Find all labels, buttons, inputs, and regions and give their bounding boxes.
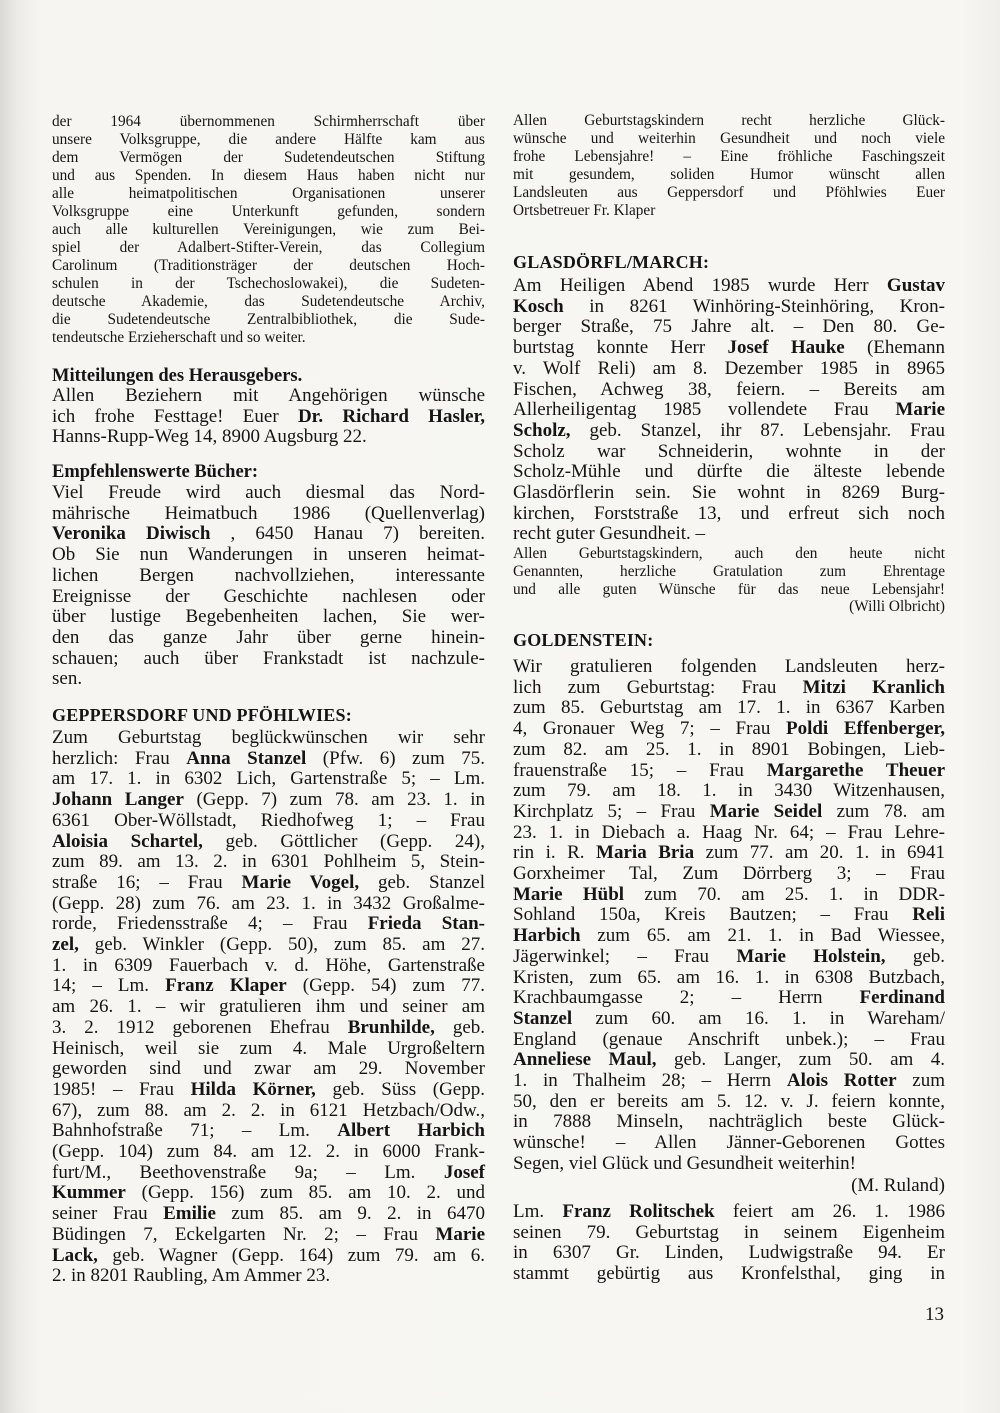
name-highlight: Poldi Effenberger, (785, 718, 945, 740)
text-segment: Allerheiligentag 1985 vollendete Frau (513, 399, 896, 421)
text-segment: Allen Geburtstagskindern, auch den heute nicht (513, 545, 945, 562)
text-line (52, 628, 485, 649)
text-segment: furt/M., Beethovenstraße 9a; – Lm. (52, 1161, 444, 1183)
text-line (513, 719, 945, 740)
text-line (513, 1133, 945, 1154)
text-segment: (Gepp. 104) zum 84. am 12. 2. in 6000 Frank- (52, 1141, 485, 1163)
text-segment: zum 85. Geburtstag am 17. 1. in 6367 Karben (513, 697, 945, 719)
text-line (52, 427, 485, 448)
text-segment: über lustige Begebenheiten lachen, Sie wer- (52, 606, 485, 628)
text-line (52, 832, 485, 853)
text-segment: Carolinum (Traditionsträger der deutschen Hoch- (52, 257, 485, 274)
name-highlight: Josef (443, 1161, 485, 1183)
text-segment: Viel Freude wird auch diesmal das Nord- (52, 482, 485, 503)
name-highlight: Anneliese Maul, (513, 1049, 657, 1071)
text-segment: frohe Lebensjahre! – Eine fröhliche Faschingszeit (513, 148, 945, 165)
text-segment: spiel der Adalbert-Stifter-Verein, das Collegium (52, 239, 485, 256)
text-segment: geb. Wagner (Gepp. 164) zum 79. am 6. (97, 1244, 485, 1266)
text-line (52, 1246, 485, 1267)
text-segment: Kirchplatz 5; – Frau (513, 800, 710, 822)
text-line (513, 276, 945, 297)
text-segment: Gorxheimer Tal, Zum Dörrberg 3; – Frau (513, 863, 945, 885)
text-segment: 1. in Thalheim 28; – Herrn (513, 1070, 787, 1092)
text-line (52, 1121, 485, 1142)
name-highlight: Hilda Körner, (190, 1078, 316, 1100)
text-line (513, 130, 945, 148)
text-line (52, 407, 485, 428)
text-line (52, 149, 485, 167)
name-highlight: Marie Hübl (513, 883, 625, 905)
text-segment: (Pfw. 6) zum 75. (306, 747, 486, 769)
name-highlight: Albert Harbich (337, 1120, 485, 1142)
text-line (513, 1030, 945, 1051)
text-line (513, 885, 945, 906)
text-line (513, 905, 945, 926)
text-segment: stammt gebürtig aus Kronfelsthal, ging in (513, 1263, 945, 1285)
text-line (52, 790, 485, 811)
text-segment: in 8261 Winhöring-Steinhöring, Kron- (563, 295, 945, 317)
text-segment: Hanns-Rupp-Weg 14, 8900 Augsburg 22. (52, 426, 367, 448)
text-line (52, 311, 485, 329)
text-line (513, 442, 945, 463)
name-highlight: Gustav (886, 275, 945, 296)
text-segment: und alle guten Wünsche für das neue Lebensjahr! (513, 581, 945, 598)
text-segment: und aus Spenden. In diesem Haus haben nicht nur (52, 167, 485, 184)
name-highlight: Franz Klaper (165, 975, 287, 997)
name-highlight: Franz Rolitschek (562, 1201, 715, 1222)
signature-willi-olbricht: (Willi Olbricht) (849, 598, 945, 615)
name-highlight: Marie Vogel, (241, 871, 360, 893)
text-line (513, 988, 945, 1009)
text-segment: 67), zum 88. am 2. 2. in 6121 Hetzbach/Odw., (52, 1099, 485, 1121)
text-segment: wünsche! – Allen Jänner-Geborenen Gottes (513, 1132, 945, 1154)
text-segment: frauenstraße 15; – Frau (513, 759, 767, 781)
text-segment: Bahnhofstraße 71; – Lm. (52, 1120, 338, 1142)
text-segment: kirchen, Forststraße 13, und erfreut sich noch (513, 502, 945, 524)
text-line (52, 293, 485, 311)
text-line (52, 728, 485, 749)
text-segment: recht guter Gesundheit. – (513, 523, 706, 545)
text-segment: Am Heiligen Abend 1985 wurde Herr (513, 275, 887, 296)
text-line (52, 997, 485, 1018)
text-line (513, 581, 945, 599)
text-line (513, 740, 945, 761)
text-line (52, 545, 485, 566)
name-highlight: Alois Rotter (786, 1070, 897, 1092)
text-line (513, 563, 945, 581)
text-line (52, 257, 485, 275)
geppersdorf-closing-paragraph (513, 112, 945, 220)
text-segment: mährische Heimatbuch 1986 (Quellenverlag) (52, 502, 485, 524)
section-heading-glasdoerfl: GLASDÖRFL/MARCH: (513, 252, 710, 272)
name-highlight: Reli (912, 904, 945, 926)
text-line (513, 545, 945, 563)
name-highlight: Veronika Diwisch (52, 523, 211, 545)
text-segment: (Gepp. 7) zum 78. am 23. 1. in (183, 789, 485, 811)
text-line (513, 1243, 945, 1264)
text-segment: Büdingen 7, Eckelgarten Nr. 2; – Frau (52, 1223, 436, 1245)
text-segment: die Sudetendeutsche Zentralbibliothek, die Sude- (52, 311, 485, 328)
text-segment: ich frohe Festtage! Euer (52, 405, 298, 427)
text-line (513, 968, 945, 989)
name-highlight: Kummer (52, 1182, 126, 1204)
text-segment: Scholz-Mühle und dürfte die älteste lebende (513, 461, 945, 483)
text-segment: Volksgruppe eine Unterkunft gefunden, sondern (52, 203, 485, 220)
text-line (513, 483, 945, 504)
mitteilungen-paragraph (52, 386, 485, 448)
text-line (513, 297, 945, 318)
text-segment: 23. 1. in Diebach a. Haag Nr. 64; – Frau Lehre- (513, 821, 945, 843)
text-segment: Wir gratulieren folgenden Landsleuten herz- (513, 656, 945, 677)
goldenstein-paragraph (513, 657, 945, 1175)
section-heading-goldenstein: GOLDENSTEIN: (513, 630, 654, 650)
name-highlight: Marie Seidel (709, 800, 823, 822)
text-segment: schauen; auch über Frankstadt ist nachzule- (52, 647, 485, 669)
text-segment: zum 85. am 9. 2. in 6470 (215, 1203, 486, 1225)
text-line (513, 380, 945, 401)
text-line (513, 148, 945, 166)
text-segment: geb. Süss (Gepp. (315, 1078, 485, 1100)
text-line (513, 524, 945, 545)
text-line (52, 769, 485, 790)
text-line (513, 823, 945, 844)
text-line (52, 1183, 485, 1204)
text-segment: Genannten, herzliche Gratulation zum Ehrentage (513, 563, 945, 580)
name-highlight: Mitzi Kranlich (802, 676, 945, 698)
text-segment: den das ganze Jahr über gerne hinein- (52, 626, 485, 648)
text-segment: Ortsbetreuer Fr. Klaper (513, 202, 656, 219)
text-line (52, 1018, 485, 1039)
text-line (52, 483, 485, 504)
text-line (513, 400, 945, 421)
name-highlight: Dr. Richard Hasler, (297, 405, 486, 427)
text-line (513, 678, 945, 699)
text-line (513, 1092, 945, 1113)
text-segment: am 17. 1. in 6302 Lich, Gartenstraße 5; – Lm. (52, 768, 485, 790)
text-segment: 50, den er bereits am 5. 12. v. J. feiern konnte, (513, 1090, 945, 1112)
text-segment: deutsche Akademie, das Sudetendeutsche Archiv, (52, 293, 485, 310)
text-segment: schulen in der Tschechoslowakei), die Sudeten- (52, 275, 485, 292)
text-line (52, 894, 485, 915)
text-segment: zum 70. am 25. 1. in DDR- (624, 883, 945, 905)
text-segment: zum 79. am 18. 1. in 3430 Witzenhausen, (513, 780, 945, 802)
text-segment: wünsche und weiterhin Gesundheit und noch viele (513, 130, 945, 147)
text-segment: dem Vermögen der Sudetendeutschen Stiftung (52, 149, 485, 166)
text-segment: zum 89. am 13. 2. in 6301 Pohlheim 5, Stein- (52, 851, 485, 873)
text-line (52, 852, 485, 873)
text-segment: der 1964 übernommenen Schirmherrschaft über (52, 113, 485, 130)
name-highlight: Marie (435, 1223, 485, 1245)
text-segment: burtstag konnte Herr (513, 337, 728, 359)
text-line (513, 864, 945, 885)
text-segment: geb. Stanzel, ihr 87. Lebensjahr. Frau (570, 419, 945, 441)
text-line (52, 976, 485, 997)
text-segment: geb. Stanzel (359, 871, 485, 893)
text-segment: Glasdörflerin sein. Sie wohnt in 8269 Burg- (513, 482, 945, 504)
text-line (52, 811, 485, 832)
text-segment: Ob Sie nun Wanderungen in unseren heimat- (52, 544, 485, 566)
text-segment: straße 16; – Frau (52, 871, 242, 893)
text-line (513, 657, 945, 678)
text-segment: 1985! – Frau (52, 1078, 191, 1100)
text-line (52, 1266, 485, 1287)
name-highlight: Emilie (163, 1203, 216, 1225)
name-highlight: Margarethe Theuer (766, 759, 946, 781)
text-line (52, 1039, 485, 1060)
text-segment: berger Straße, 75 Jahre alt. – Den 80. Ge- (513, 316, 945, 338)
text-segment: Segen, viel Glück und Gesundheit weiterhin! (513, 1152, 856, 1174)
text-line (52, 607, 485, 628)
text-segment: Fischen, Achweg 38, feiern. – Bereits am (513, 378, 945, 400)
text-line (513, 184, 945, 202)
name-highlight: Aloisia Schartel, (52, 830, 203, 852)
text-segment: 1. in 6309 Fauerbach v. d. Höhe, Gartenstraße (52, 954, 485, 976)
text-segment: 4, Gronauer Weg 7; – Frau (513, 718, 786, 740)
text-line (513, 462, 945, 483)
signature-m-ruland: (M. Ruland) (851, 1175, 945, 1196)
text-segment: 2. in 8201 Raubling, Am Ammer 23. (52, 1265, 331, 1287)
text-line (52, 1059, 485, 1080)
text-segment: Jägerwinkel; – Frau (513, 945, 737, 967)
name-highlight: Frieda Stan- (367, 913, 485, 935)
section-heading-buecher: Empfehlenswerte Bücher: (52, 462, 259, 482)
name-highlight: Marie Holstein, (736, 945, 886, 967)
text-segment: sen. (52, 668, 83, 690)
text-segment: alle heimatpolitischen Organisationen unserer (52, 185, 485, 202)
text-segment: seinen 79. Geburtstag in seinem Eigenheim (513, 1221, 945, 1243)
geppersdorf-paragraph (52, 728, 485, 1287)
text-segment: (Gepp. 54) zum 77. (286, 975, 485, 997)
text-line (513, 1264, 945, 1285)
text-line (52, 1163, 485, 1184)
text-line (513, 947, 945, 968)
text-line (52, 203, 485, 221)
text-line (513, 843, 945, 864)
text-line (52, 669, 485, 690)
name-highlight: Anna Stanzel (186, 747, 307, 769)
name-highlight: Scholz, (513, 419, 571, 441)
text-segment: zum 82. am 25. 1. in 8901 Bobingen, Lieb- (513, 738, 945, 760)
text-line (52, 524, 485, 545)
text-line (52, 935, 485, 956)
text-line (513, 1223, 945, 1244)
text-line (513, 802, 945, 823)
text-segment: auch alle kulturellen Vereinigungen, wie zum Bei- (52, 221, 485, 238)
text-segment: mit gesundem, soliden Humor wünscht allen (513, 166, 945, 183)
text-segment: rin i. R. (513, 842, 597, 864)
text-segment: v. Wolf Reli) am 8. Dezember 1985 in 8965 (513, 357, 945, 379)
text-line (513, 504, 945, 525)
text-segment: , 6450 Hanau 7) bereiten. (210, 523, 485, 545)
name-highlight: Brunhilde, (347, 1016, 435, 1038)
name-highlight: zel, (52, 934, 79, 956)
name-highlight: Johann Langer (52, 789, 184, 811)
text-line (513, 202, 945, 220)
text-line (513, 1071, 945, 1092)
text-line (52, 167, 485, 185)
text-segment: Ereignisse der Geschichte nachlesen oder (52, 585, 485, 607)
intro-paragraph (52, 113, 485, 347)
text-segment: lichen Bergen nachvollziehen, interessante (52, 564, 485, 586)
text-line (513, 359, 945, 380)
text-segment: unsere Volksgruppe, die andere Hälfte kam aus (52, 131, 485, 148)
text-segment: Landsleuten aus Geppersdorf und Pföhlwies Euer (513, 184, 945, 201)
text-line (52, 587, 485, 608)
text-segment: Heinisch, weil sie zum 4. Male Urgroßeltern (52, 1037, 485, 1059)
text-segment: in 7888 Minseln, nachträglich beste Glück- (513, 1111, 945, 1133)
text-line (513, 112, 945, 130)
text-segment: am 26. 1. – wir gratulieren ihm und seiner am (52, 996, 485, 1018)
text-segment: feiert am 26. 1. 1986 (714, 1201, 945, 1222)
text-line (52, 1142, 485, 1163)
text-line (52, 275, 485, 293)
text-segment: in 6307 Gr. Linden, Ludwigstraße 94. Er (513, 1242, 945, 1264)
text-line (52, 221, 485, 239)
text-line (52, 649, 485, 670)
text-line (513, 1202, 945, 1223)
text-segment: geworden sind und zwar am 29. November (52, 1058, 485, 1080)
text-line (52, 113, 485, 131)
text-segment: zum 77. am 20. 1. in 6941 (694, 842, 946, 864)
name-highlight: Marie (895, 399, 945, 421)
text-line (52, 914, 485, 935)
text-line (52, 386, 485, 407)
text-line (52, 1225, 485, 1246)
glasdoerfl-closing (513, 545, 945, 599)
text-line (513, 1009, 945, 1030)
text-segment: (Ehemann (844, 337, 946, 359)
rolitschek-paragraph (513, 1202, 945, 1285)
page-number: 13 (925, 1304, 944, 1325)
text-segment: (Gepp. 28) zum 76. am 23. 1. in 3432 Großalme- (52, 892, 485, 914)
text-segment: Lm. (513, 1201, 563, 1222)
text-line (52, 1101, 485, 1122)
text-line (52, 1080, 485, 1101)
text-line (513, 317, 945, 338)
text-line (52, 131, 485, 149)
text-segment: 14; – Lm. (52, 975, 166, 997)
text-line (513, 1112, 945, 1133)
text-segment: zum 78. am (822, 800, 945, 822)
text-line (52, 1204, 485, 1225)
text-segment: zum 60. am 16. 1. in Wareham/ (572, 1007, 945, 1029)
name-highlight: Maria Bria (596, 842, 695, 864)
text-segment: Allen Geburtstagskindern recht herzliche Glück- (513, 112, 945, 129)
text-line (513, 781, 945, 802)
text-segment: lich zum Geburtstag: Frau (513, 676, 803, 698)
text-segment: geb. Göttlicher (Gepp. 24), (202, 830, 485, 852)
name-highlight: Stanzel (513, 1007, 573, 1029)
text-segment: geb. (434, 1016, 485, 1038)
text-line (52, 239, 485, 257)
text-segment: rorde, Friedensstraße 4; – Frau (52, 913, 368, 935)
text-segment: Krachbaumgasse 2; – Herrn (513, 987, 860, 1009)
text-segment: herzlich: Frau (52, 747, 187, 769)
text-line (52, 329, 485, 347)
section-heading-mitteilungen: Mitteilungen des Herausgebers. (52, 366, 303, 386)
text-line (513, 1154, 945, 1175)
name-highlight: Kosch (513, 295, 564, 317)
text-segment: geb. Langer, zum 50. am 4. (656, 1049, 945, 1071)
text-line (513, 338, 945, 359)
text-line (513, 698, 945, 719)
text-segment: Zum Geburtstag beglückwünschen wir sehr (52, 727, 485, 748)
text-line (513, 421, 945, 442)
text-line (513, 166, 945, 184)
section-heading-geppersdorf: GEPPERSDORF UND PFÖHLWIES: (52, 705, 352, 725)
name-highlight: Lack, (52, 1244, 98, 1266)
text-segment: England (genaue Anschrift unbek.); – Frau (513, 1028, 945, 1050)
text-segment: 3. 2. 1912 geborenen Ehefrau (52, 1016, 348, 1038)
text-line (52, 873, 485, 894)
text-segment: geb. Winkler (Gepp. 50), zum 85. am 27. (78, 934, 485, 956)
glasdoerfl-paragraph (513, 276, 945, 545)
name-highlight: Harbich (513, 925, 581, 947)
text-line (513, 926, 945, 947)
text-segment: 6361 Ober-Wöllstadt, Riedhofweg 1; – Frau (52, 809, 485, 831)
text-line (52, 956, 485, 977)
text-line (52, 749, 485, 770)
text-segment: seiner Frau (52, 1203, 164, 1225)
text-segment: Scholz war Schneiderin, wohnte in der (513, 440, 945, 462)
text-line (52, 504, 485, 525)
text-line (52, 185, 485, 203)
text-segment: geb. (885, 945, 946, 967)
text-segment: zum 65. am 21. 1. in Bad Wiessee, (580, 925, 945, 947)
text-segment: Kristen, zum 65. am 16. 1. in 6308 Butzbach, (513, 966, 945, 988)
text-line (513, 1050, 945, 1071)
text-segment: Allen Beziehern mit Angehörigen wünsche (52, 385, 485, 406)
text-segment: Sohland 150a, Kreis Bautzen; – Frau (513, 904, 913, 926)
text-segment: zum (896, 1070, 945, 1092)
buecher-paragraph (52, 483, 485, 690)
text-line (52, 566, 485, 587)
name-highlight: Ferdinand (859, 987, 945, 1009)
text-line (513, 761, 945, 782)
text-segment: tendeutsche Erzieherschaft und so weiter. (52, 329, 306, 346)
name-highlight: Josef Hauke (727, 337, 845, 359)
text-segment: (Gepp. 156) zum 85. am 10. 2. und (125, 1182, 485, 1204)
